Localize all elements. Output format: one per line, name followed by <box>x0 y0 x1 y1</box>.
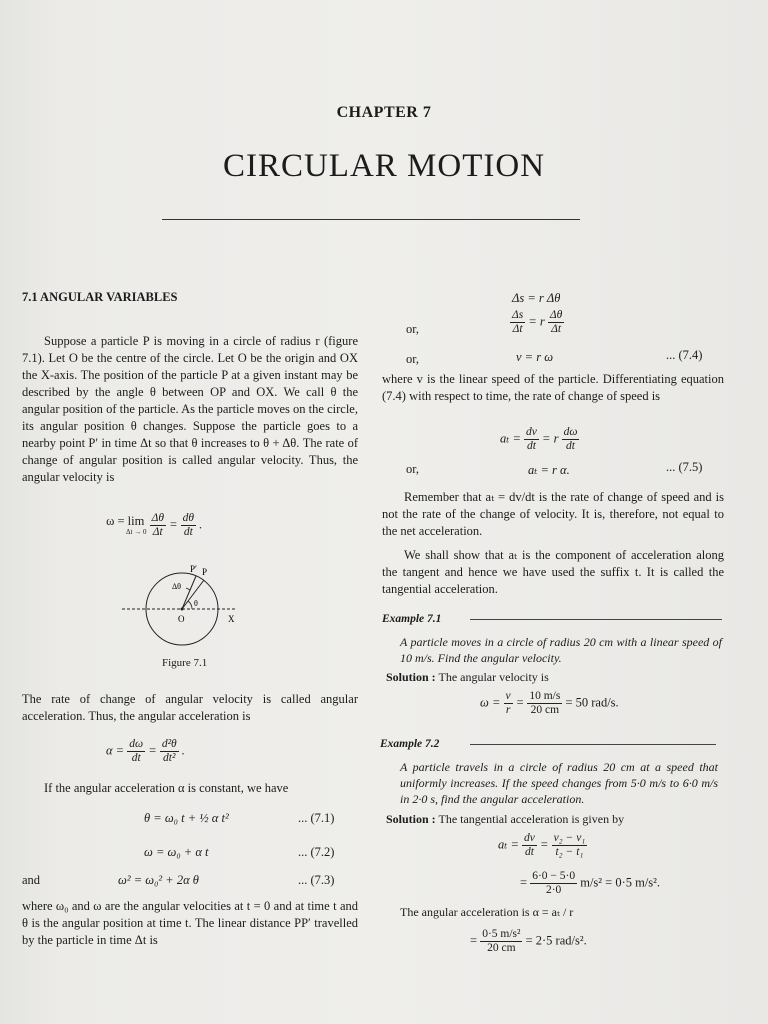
frac-num: d²θ <box>161 738 177 750</box>
eq-lhs: aₜ = <box>498 837 519 852</box>
equation-7-5: aₜ = r α. <box>528 463 570 477</box>
example-7-1-problem: A particle moves in a circle of radius 20 cm with a linear speed of 10 m/s. Find the angular velocity. <box>400 635 722 665</box>
frac-num: v <box>505 690 511 702</box>
eq-ratio-mid: = r <box>528 314 545 329</box>
equation-number-7-1: ... (7.1) <box>298 811 335 825</box>
example-7-1-solution <box>386 670 549 685</box>
equation-omega: ω = lim Δt → 0 $\frac{\Delta\theta}{\Delta t}$ = $\frac{d\theta}{dt}$ . <box>104 512 202 539</box>
eq-omega-lhs: ω = lim <box>106 513 145 528</box>
frac-num: Δθ <box>549 309 563 321</box>
frac-den: 20 cm <box>487 942 516 954</box>
eq-result: = 2·5 rad/s². <box>525 933 587 948</box>
example-7-1-heading: Example 7.1 <box>382 613 442 625</box>
frac-den: 2·0 <box>545 884 562 896</box>
frac-den: dt <box>526 440 536 452</box>
equation-alpha: α = $\frac{d\omega}{dt}$ = $\frac{\text{d²θ}}{\text{dt²}}$ . <box>106 738 185 764</box>
equation-ratio <box>510 309 564 336</box>
example-7-2-problem: A particle travels in a circle of radius 20 cm at a speed that uniformly increases. If the speed changes from 5·0 m/s to 6·0 m/s in 2·0 s, find the angular acceleration. <box>400 760 718 806</box>
frac-den: r <box>505 704 511 716</box>
equation-7-1: θ = ω₀ t + ½ α t² <box>144 811 229 825</box>
eq-at-lhs: aₜ = <box>500 431 521 446</box>
label-theta: θ <box>194 599 198 608</box>
frac-num: 6·0 − 5·0 <box>532 870 576 882</box>
paragraph-remember: Remember that aₜ = dv/dt is the rate of change of speed and is not the rate of the change of velocity. It is, therefore, not equal to the net acceleration. <box>382 490 724 538</box>
equation-7-4: v = r ω <box>516 350 554 364</box>
or-label: or, <box>406 462 420 476</box>
label-p-prime: P′ <box>190 564 197 574</box>
example-7-2-heading: Example 7.2 <box>380 738 440 750</box>
paragraph-tangential: We shall show that aₜ is the component of acceleration along the tangent and hence we have used the suffix t. It is called the tangential acceleration. <box>382 548 724 596</box>
equation-ds: Δs = r Δθ <box>512 291 561 305</box>
eq-alpha-lhs: α = <box>106 743 125 758</box>
title-rule <box>162 219 580 220</box>
paragraph-where: where ω₀ and ω are the angular velocities at t = 0 and at time t and θ is the angular position at time t. The linear distance PP′ travelled by the particle in time Δt is <box>22 899 358 947</box>
equation-7-3: ω² = ω₀² + 2α θ <box>118 873 199 887</box>
frac-num: dω <box>129 738 144 750</box>
or-label: or, <box>406 322 420 336</box>
eq-result: m/s² = 0·5 m/s². <box>580 875 661 890</box>
frac-den: t₂ − t₁ <box>555 846 584 858</box>
solution-label: Solution : <box>386 670 436 684</box>
frac-den: Δt <box>512 323 523 335</box>
frac-den: Δt <box>152 526 163 538</box>
equation-number-7-4: ... (7.4) <box>666 348 703 362</box>
equation-number-7-3: ... (7.3) <box>298 873 335 887</box>
eq-result: = 50 rad/s. <box>565 695 619 710</box>
frac-num: dω <box>563 426 578 438</box>
eq-lhs: ω = <box>480 695 501 710</box>
label-o: O <box>178 614 185 624</box>
equation-number-7-5: ... (7.5) <box>666 460 703 474</box>
frac-num: 10 m/s <box>529 690 561 702</box>
example-rule <box>470 619 722 620</box>
figure-circle-diagram <box>120 560 250 652</box>
frac-den: Δt <box>551 323 562 335</box>
frac-den: dt <box>524 846 534 858</box>
or-label: or, <box>406 352 420 366</box>
frac-num: 0·5 m/s² <box>482 928 521 940</box>
frac-num: dv <box>526 426 537 438</box>
example-7-2-solution <box>386 812 624 827</box>
eq-at-mid: = r <box>542 431 559 446</box>
frac-den: dt <box>131 752 141 764</box>
eq-omega-limit: Δt → 0 <box>126 527 147 536</box>
and-label: and <box>22 873 41 887</box>
example-7-2-angular-line: The angular acceleration is α = aₜ / r <box>400 905 574 919</box>
figure-caption: Figure 7.1 <box>162 657 208 669</box>
frac-num: v₂ − v₁ <box>553 832 586 844</box>
chapter-title: CIRCULAR MOTION <box>222 148 546 184</box>
frac-den: 20 cm <box>530 704 560 716</box>
equation-7-2: ω = ω₀ + α t <box>144 845 209 859</box>
frac-num: dv <box>524 832 535 844</box>
frac-num: Δθ <box>151 512 164 524</box>
paragraph-intro: Suppose a particle P is moving in a circle of radius r (figure 7.1). Let O be the centre of the circle. Let O be the origin and OX the X-axis. The position of the particle P at a given instant may be described by the angle θ between OP and OX. We call θ the angular position of the particle. As the particle moves on the circle, its angular position θ changes. Suppose the particle goes to a nearby point P′ in time Δt so that θ increases to θ + Δθ. The rate of change of angular position is called angular velocity. Thus, the angular velocity is <box>22 334 358 484</box>
solution-text: The tangential acceleration is given by <box>438 812 625 826</box>
example-7-2-equation-1: aₜ = $\frac{dv}{dt}$ = $\frac{\text{v₂ − v₁}}{\text{t₂ − t₁}}$ <box>498 832 586 858</box>
example-7-1-equation: ω = $\frac{v}{r}$ = $\frac{10 m/s}{20 cm}$ = 50 rad/s. <box>480 690 619 716</box>
paragraph-angular-acceleration: The rate of change of angular velocity is called angular acceleration. Thus, the angular acceleration is <box>22 692 358 723</box>
section-heading: 7.1 ANGULAR VARIABLES <box>22 290 178 304</box>
label-delta-theta: Δθ <box>172 582 181 591</box>
paragraph-linear-speed: where v is the linear speed of the particle. Differentiating equation (7.4) with respect to time, the rate of change of speed is <box>382 372 724 403</box>
example-7-2-equation-3: = $\frac{\text{0·5 m/s²}}{20 cm}$ = 2·5 rad/s². <box>470 928 587 954</box>
label-p: P <box>202 567 208 577</box>
frac-den: dt <box>183 526 193 538</box>
paragraph-constant-alpha: If the angular acceleration α is constant, we have <box>44 781 289 795</box>
solution-label: Solution : <box>386 812 436 826</box>
equation-tangential <box>500 426 579 453</box>
frac-num: Δs <box>512 309 524 321</box>
equation-number-7-2: ... (7.2) <box>298 845 335 859</box>
frac-den: dt <box>566 440 575 452</box>
chapter-label: CHAPTER 7 <box>336 104 432 121</box>
solution-text: The angular velocity is <box>438 670 549 684</box>
label-x: X <box>228 614 235 624</box>
example-7-2-equation-2: = $\frac{6\cdot 0 - 5\cdot 0}{2\cdot 0}$ m/s² = 0·5 m/s². <box>520 870 661 896</box>
frac-den: dt² <box>163 752 176 764</box>
frac-num: dθ <box>182 512 195 524</box>
example-rule <box>470 744 716 745</box>
